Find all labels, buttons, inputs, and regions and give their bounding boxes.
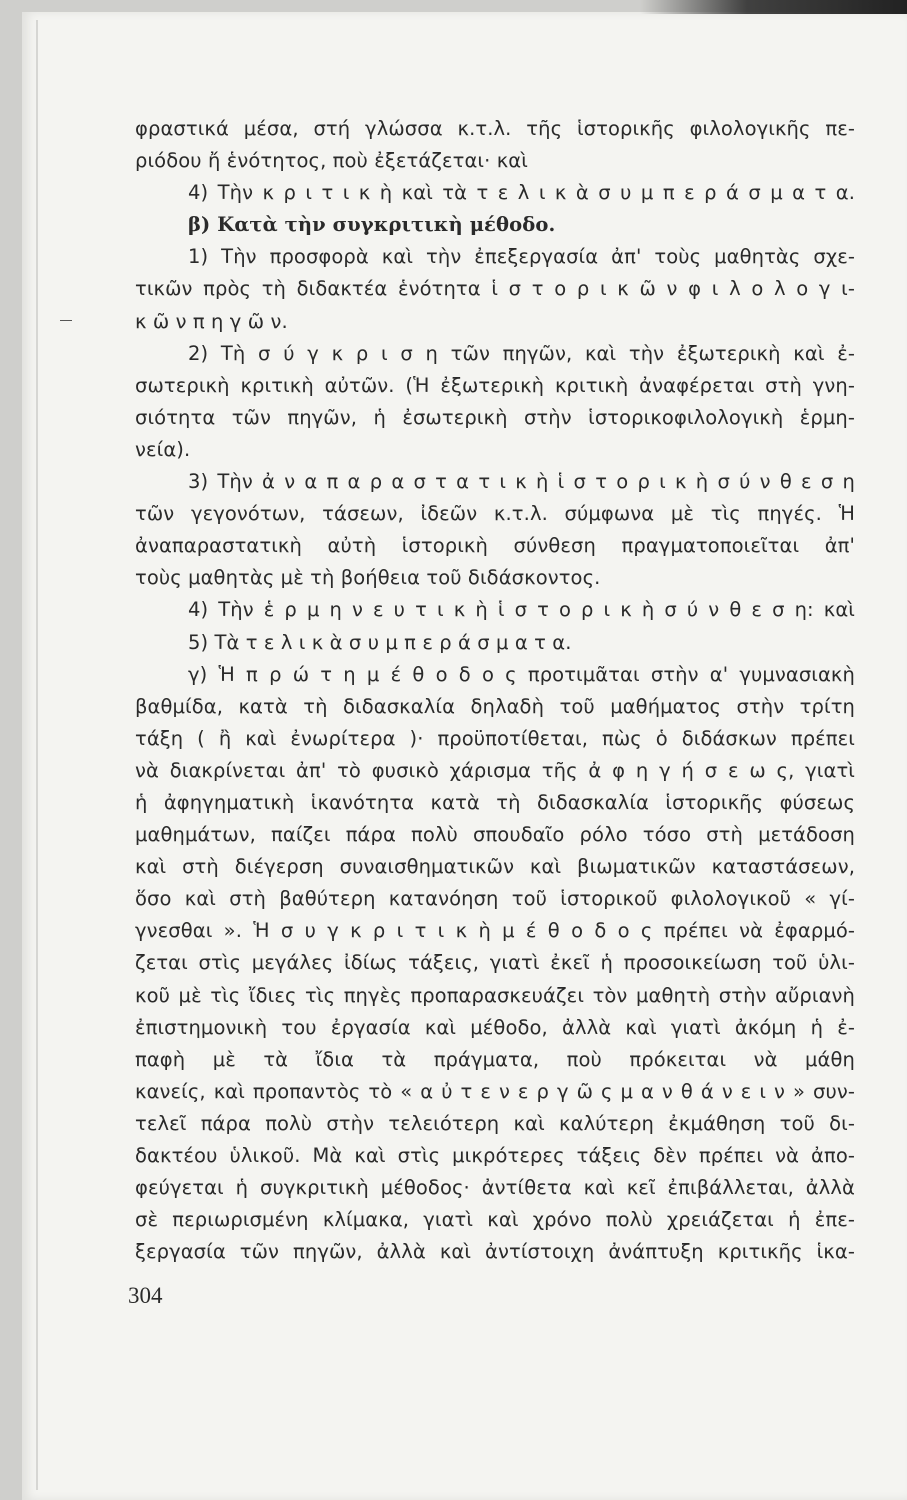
- page-number: 304: [128, 1283, 163, 1308]
- text-line: δακτέου ὑλικοῦ. Μὰ καὶ στὶς μικρότερες τάξεις δὲν πρέπει νὰ ἀπο-: [135, 1144, 855, 1167]
- text-line: τελεῖ πάρα πολὺ στὴν τελειότερη καὶ καλύτερη ἐκμάθηση τοῦ δι-: [135, 1111, 855, 1135]
- text-line: τῶν γεγονότων, τάσεων, ἰδεῶν κ.τ.λ. σύμφωνα μὲ τὶς πηγές. Ἡ: [135, 502, 855, 526]
- text-line: γ) Ἡ π ρ ώ τ η μ έ θ ο δ ο ς προτιμᾶται στὴν α' γυμνασιακὴ: [188, 662, 855, 686]
- text-line: μαθημάτων, παίζει πάρα πολὺ σπουδαῖο ρόλο τόσο στὴ μετάδοση: [135, 823, 855, 847]
- text-line: τοὺς μαθητὰς μὲ τὴ βοήθεια τοῦ διδάσκοντος.: [135, 566, 601, 590]
- text-line: παφὴ μὲ τὰ ἴδια τὰ πράγματα, ποὺ πρόκειται νὰ μάθη: [135, 1047, 855, 1071]
- text-line: ξεργασία τῶν πηγῶν, ἀλλὰ καὶ ἀντίστοιχη ἀνάπτυξη κριτικῆς ἱκα-: [135, 1240, 855, 1264]
- text-line: 4) Τὴν ἑ ρ μ η ν ε υ τ ι κ ὴ ἱ σ τ ο ρ ι κ ὴ σ ύ ν θ ε σ η: καὶ: [188, 598, 855, 622]
- text-line: 3) Τὴν ἀ ν α π α ρ α σ τ α τ ι κ ὴ ἱ σ τ ο ρ ι κ ὴ σ ύ ν θ ε σ η: [188, 470, 855, 494]
- text-line: σιότητα τῶν πηγῶν, ἡ ἐσωτερικὴ στὴν ἱστορικοφιλολογικὴ ἑρμη-: [135, 405, 855, 429]
- text-line: φεύγεται ἡ συγκριτικὴ μέθοδος· ἀντίθετα καὶ κεῖ ἐπιβάλλεται, ἀλλὰ: [135, 1176, 855, 1200]
- text-line: ἐπιστημονικὴ του ἐργασία καὶ μέθοδο, ἀλλὰ καὶ γιατὶ ἀκόμη ἡ ἐ-: [135, 1015, 855, 1039]
- text-line: ἡ ἀφηγηματικὴ ἱκανότητα κατὰ τὴ διδασκαλία ἱστορικῆς φύσεως: [135, 790, 855, 814]
- text-line: φραστικά μέσα, στή γλώσσα κ.τ.λ. τῆς ἱστορικῆς φιλολογικῆς πε-: [135, 117, 855, 140]
- text-line: κ ῶ ν π η γ ῶ ν.: [135, 309, 288, 333]
- text-line: τικῶν πρὸς τὴ διδακτέα ἑνότητα ἱ σ τ ο ρ ι κ ῶ ν φ ι λ ο λ ο γ ι-: [135, 277, 855, 301]
- text-line: γνεσθαι ». Ἡ σ υ γ κ ρ ι τ ι κ ὴ μ έ θ ο δ ο ς πρέπει νὰ ἐφαρμό-: [135, 919, 855, 943]
- body-text: [135, 113, 855, 1268]
- text-line: νὰ διακρίνεται ἀπ' τὸ φυσικὸ χάρισμα τῆς ἀ φ η γ ή σ ε ω ς, γιατὶ: [135, 758, 855, 782]
- text-line: κοῦ μὲ τὶς ἴδιες τὶς πηγὲς προπαρασκευάζει τὸν μαθητὴ στὴν αὔριανὴ: [135, 983, 855, 1007]
- text-line: ὅσο καὶ στὴ βαθύτερη κατανόηση τοῦ ἱστορικοῦ φιλολογικοῦ « γί-: [135, 887, 855, 911]
- text-line: βαθμίδα, κατὰ τὴ διδασκαλία δηλαδὴ τοῦ μαθήματος στὴν τρίτη: [135, 694, 855, 718]
- text-line: 4) Τὴν κ ρ ι τ ι κ ὴ καὶ τὰ τ ε λ ι κ ὰ σ υ μ π ε ρ ά σ μ α τ α.: [188, 181, 855, 205]
- text-line: ἀναπαραστατικὴ αὐτὴ ἱστορικὴ σύνθεση πραγματοποιεῖται ἀπ': [135, 534, 855, 558]
- text-line: ριόδου ἤ ἑνότητος, ποὺ ἐξετάζεται· καὶ: [135, 149, 528, 173]
- page-edge-shadow: [36, 20, 38, 1490]
- section-heading: β) Κατὰ τὴν συγκριτικὴ μέθοδο.: [188, 213, 556, 237]
- text-line: σὲ περιωρισμένη κλίμακα, γιατὶ καὶ χρόνο πολὺ χρειάζεται ἡ ἐπε-: [135, 1208, 855, 1232]
- text-line: ζεται στὶς μεγάλες ἰδίως τάξεις, γιατὶ ἐκεῖ ἡ προσοικείωση τοῦ ὑλι-: [135, 951, 855, 975]
- text-line: κανείς, καὶ προπαντὸς τὸ « α ὐ τ ε ν ε ρ γ ῶ ς μ α ν θ ά ν ε ι ν » συν-: [135, 1079, 855, 1103]
- margin-mark: [60, 320, 72, 321]
- text-line: 1) Τὴν προσφορὰ καὶ τὴν ἐπεξεργασία ἀπ' τοὺς μαθητὰς σχε-: [188, 245, 855, 269]
- text-line: καὶ στὴ διέγερση συναισθηματικῶν καὶ βιωματικῶν καταστάσεων,: [135, 855, 855, 879]
- text-line: τάξη ( ἢ καὶ ἐνωρίτερα )· προϋποτίθεται, πὼς ὁ διδάσκων πρέπει: [135, 726, 855, 750]
- text-line: 2) Τὴ σ ύ γ κ ρ ι σ η τῶν πηγῶν, καὶ τὴν ἐξωτερικὴ καὶ ἐ-: [188, 341, 855, 365]
- text-line: νεία).: [135, 437, 191, 461]
- scan-top-edge: [640, 0, 907, 14]
- text-line: 5) Τὰ τ ε λ ι κ ὰ σ υ μ π ε ρ ά σ μ α τ α.: [188, 630, 572, 654]
- text-line: σωτερικὴ κριτικὴ αὐτῶν. (Ἡ ἐξωτερικὴ κριτικὴ ἀναφέρεται στὴ γνη-: [135, 373, 855, 397]
